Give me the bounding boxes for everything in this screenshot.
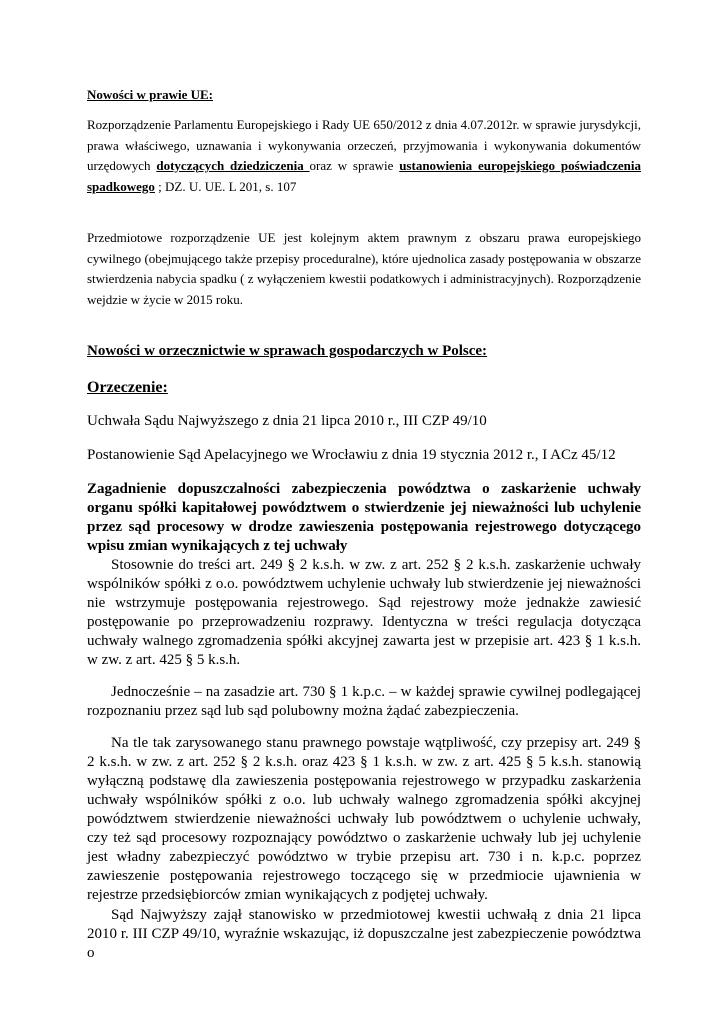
body-paragraph: Stosownie do treści art. 249 § 2 k.s.h. w zw. z art. 252 § 2 k.s.h. zaskarżenie uchwały wspólników spółki z o.o. powództwem uchylenie uchwały lub stwierdzenie jej nieważności nie wstrzymuje postępowania rejestrowego. Sąd rejestrowy może jednakże zawiesić postępowanie po przeprowadzeniu rozprawy. Identyczna w treści regulacja dotycząca uchwały walnego zgromadzenia spółki akcyjnej zawarta jest w przepisie art. 423 § 1 k.s.h. w zw. z art. 425 § 5 k.s.h.	[87, 557, 641, 668]
regulation-text-c: oraz w sprawie	[309, 158, 400, 173]
case-law-heading: Nowości w orzecznictwie w sprawach gospodarczych w Polsce:	[87, 343, 488, 359]
regulation-text-e: ; DZ. U. UE. L 201, s. 107	[154, 178, 297, 194]
eu-law-heading: Nowości w prawie UE:	[87, 87, 214, 102]
body-paragraph: Sąd Najwyższy zajął stanowisko w przedmiotowej kwestii uchwałą z dnia 21 lipca 2010 r. III CZP 49/10, wyraźnie wskazując, iż dopuszczalne jest zabezpieczenie powództwa o	[87, 907, 641, 961]
regulation-text-a: Rozporządzenie Parlamentu Europejskiego i Rady UE 650/2012 z dnia 4.07.2012r. w sprawie jurysdykcji, prawa właściwego, uznawania i wykonywania orzeczeń, przyjmowania i wykonywania dokumentów urzędowych	[87, 117, 641, 173]
body-paragraph: Jednocześnie – na zasadzie art. 730 § 1 k.p.c. – w każdej sprawie cywilnej podlegającej rozpoznaniu przez sąd lub sąd polubowny można żądać zabezpieczenia.	[87, 684, 641, 719]
ruling-subheading: Orzeczenie:	[87, 379, 168, 396]
eu-regulation-paragraph	[87, 115, 641, 197]
ruling-appeal-court: Postanowienie Sąd Apelacyjnego we Wrocławiu z dnia 19 stycznia 2012 r., I ACz 45/12	[87, 447, 616, 463]
regulation-emphasis-inheritance: dotyczących dziedziczenia	[156, 158, 310, 173]
ruling-supreme-court: Uchwała Sądu Najwyższego z dnia 21 lipca 2010 r., III CZP 49/10	[87, 413, 487, 429]
eu-law-section	[87, 87, 641, 197]
regulation-emphasis-certificate: ustanowienia europejskiego poświadczenia spadkowego	[87, 158, 642, 194]
eu-regulation-summary: Przedmiotowe rozporządzenie UE jest kolejnym aktem prawnym z obszaru prawa europejskiego cywilnego (obejmującego także przepisy proceduralne), które ujednolica zasady postępowania w obszarze stwierdzenia nabycia spadku ( z wyłączeniem kwestii podatkowych i administracyjnych). Rozporządzenie wejdzie w życie w 2015 roku.	[87, 230, 641, 307]
body-paragraph: Na tle tak zarysowanego stanu prawnego powstaje wątpliwość, czy przepisy art. 249 § 2 k.s.h. w zw. z art. 252 § 2 k.s.h. oraz 423 § 1 k.s.h. w zw. z art. 425 § 5 k.s.h. stanowią wyłączną podstawę dla zawieszenia postępowania rejestrowego w przypadku zaskarżenia uchwały wspólników spółki z o.o. lub uchwały walnego zgromadzenia spółki akcyjnej powództwem stwierdzenie nieważności uchwały lub powództwem o uchylenie uchwały, czy też sąd procesowy rozpoznający powództwo o zaskarżenie uchwały lub jej uchylenie jest władny zabezpieczyć powództwo w trybie przepisu art. 730 i n. k.p.c. poprzez zawieszenie postępowania rejestrowego toczącego się w przedmiocie ujawnienia w rejestrze przedsiębiorców zmian wynikających z podjętej uchwały.	[87, 735, 641, 903]
ruling-thesis: Zagadnienie dopuszczalności zabezpieczenia powództwa o zaskarżenie uchwały organu spółki kapitałowej powództwem o stwierdzenie jej nieważności lub uchylenie przez sąd procesowy w drodze zawieszenia postępowania rejestrowego dotyczącego wpisu zmian wynikających z tej uchwały	[87, 481, 641, 554]
